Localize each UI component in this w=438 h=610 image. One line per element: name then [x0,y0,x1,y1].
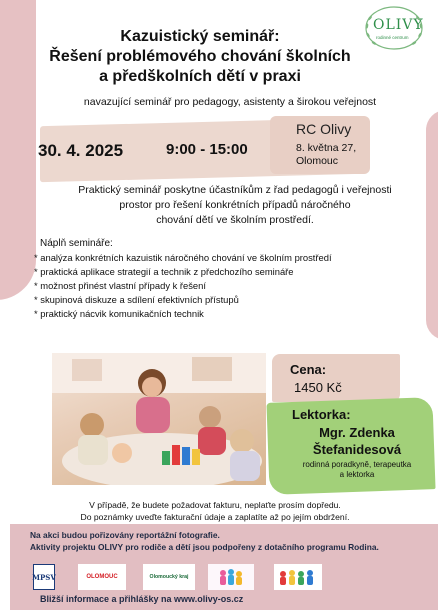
lecturer-name-line-2: Štefanidesová [312,442,402,457]
lecturer-label: Lektorka: [292,407,351,422]
list-item: * možnost přinést vlastní případy k řešení [34,279,332,293]
children-program-logo [274,564,322,590]
mpsv-logo: MPSV [33,564,55,590]
content-heading: Náplň semináře: [40,238,113,249]
subtitle: navazující seminář pro pedagogy, asistenty a širokou veřejnost [83,96,377,108]
more-info-text: Bližší informace a přihlášky na www.olivy-os.cz [40,594,244,604]
event-time: 9:00 - 15:00 [166,141,248,158]
lecturer-name-line-1: Mgr. Zdenka [319,425,395,440]
content-list [34,251,332,321]
event-place-name: RC Olivy [296,121,352,137]
title-line-3: a předškolních dětí v praxi [99,68,301,85]
lecturer-name [282,424,432,458]
title-line-1: Kazuistický seminář: [120,28,280,45]
olomouc-city-logo [78,564,126,590]
footer-funding-note: Aktivity projektu OLIVY pro rodiče a dětí jsou podpořeny z dotačního programu Rodina. [30,542,379,552]
children-figures-icon [276,566,320,588]
logo-tagline: rodinné centrum [376,35,409,40]
place-street: 8. května 27, [296,142,357,154]
price-value: 1450 Kč [294,380,342,395]
olomoucky-kraj-label: Olomoucký kraj [149,574,189,580]
list-item: * skupinová diskuze a sdílení efektivních přístupů [34,293,332,307]
intro-line-3: chování dětí ve školním prostředí. [156,214,314,226]
classroom-illustration [52,353,266,485]
title-line-2: Řešení problémového chování školních [49,48,351,65]
family-program-logo [208,564,254,590]
classroom-photo [52,353,266,485]
lecturer-role [282,460,432,480]
price-label: Cena: [290,362,327,377]
list-item: * praktická aplikace strategií a technik z předchozího semináře [34,265,332,279]
page-title [40,27,360,87]
lecturer-role-line-1: rodinná poradkyně, terapeutka [302,460,412,469]
family-figures-icon [211,566,251,588]
olomouc-city-label: OLOMOUC [86,574,118,580]
list-item: * analýza konkrétních kazuistik náročného chování ve školním prostředí [34,251,332,265]
olomoucky-kraj-logo [143,564,195,590]
list-item: * praktický nácvik komunikačních technik [34,307,332,321]
event-place-address [296,142,356,168]
invoice-note [40,499,390,523]
intro-line-2: prostor pro řešení konkrétních případů náročného [119,199,351,211]
olivy-logo [362,4,426,54]
lecturer-role-line-2: a lektorka [339,470,375,479]
invoice-note-line-1: V případě, že budete požadovat fakturu, neplaťte prosím dopředu. [89,500,341,510]
place-city: Olomouc [296,155,339,167]
invoice-note-line-2: Do poznámky uveďte fakturační údaje a zaplatíte až po jejím obdržení. [80,512,350,522]
intro-line-1: Praktický seminář poskytne účastníkům z řad pedagogů i veřejnosti [78,184,392,196]
logo-name: OLIVY [373,17,424,33]
decorative-pink-band-left [0,0,36,300]
event-date: 30. 4. 2025 [38,141,124,160]
footer-photo-note: Na akci budou pořizovány reportážní fotografie. [30,530,220,540]
intro-text [40,183,430,228]
